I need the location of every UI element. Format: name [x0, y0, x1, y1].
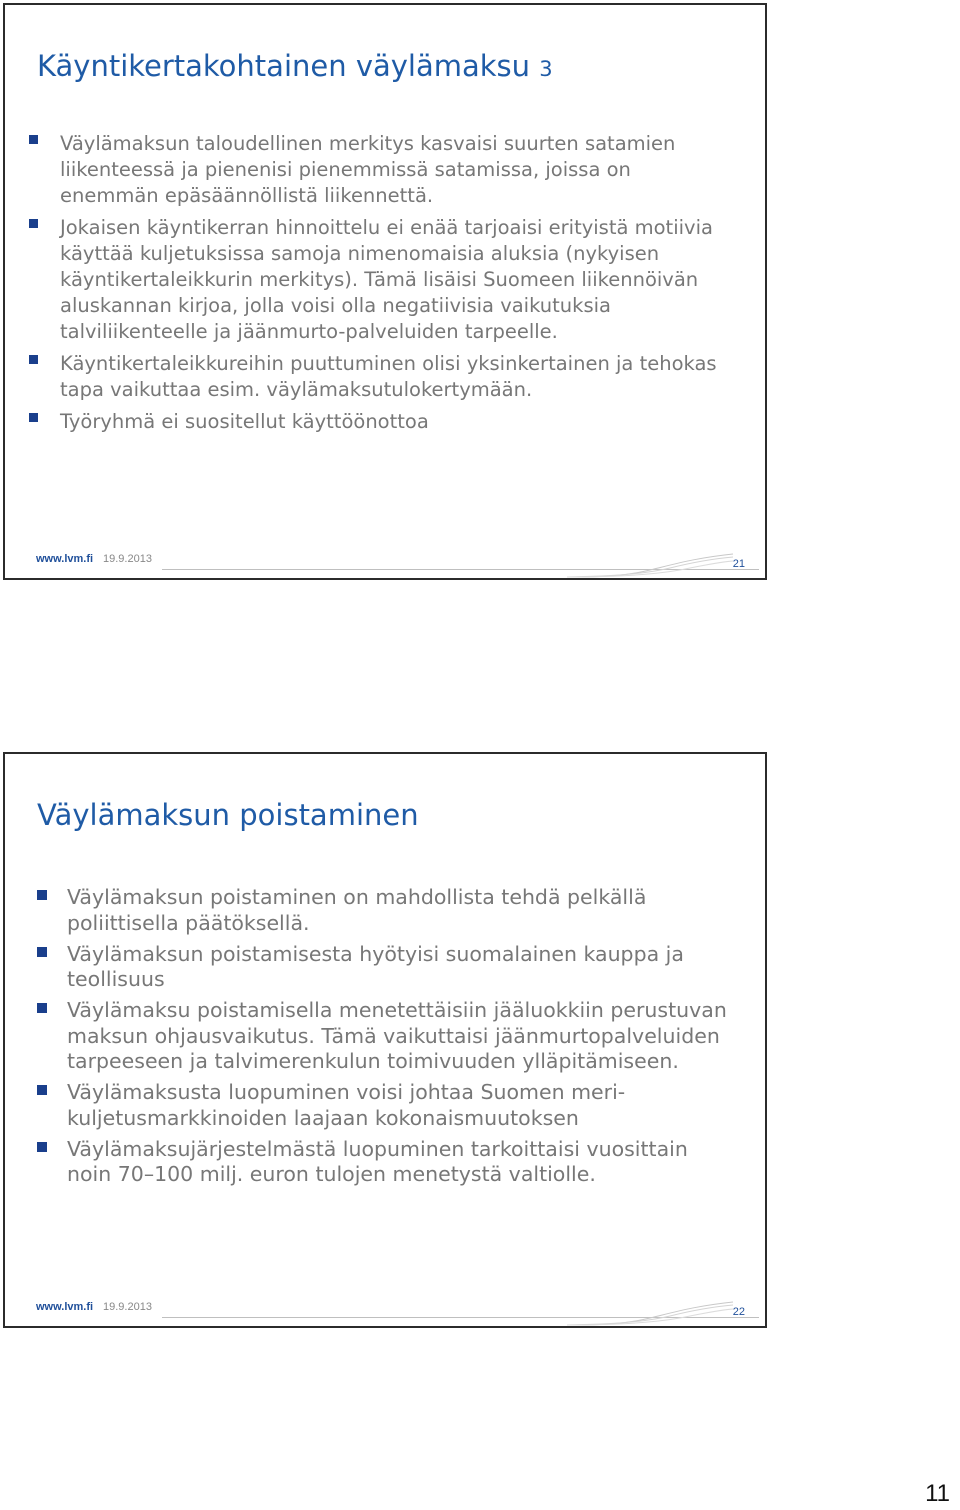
bullet-item: Väylämaksun poistamisesta hyötyisi suomalainen kauppa ja teollisuus: [35, 942, 735, 993]
bullet-item: Työryhmä ei suositellut käyttöönottoa: [27, 409, 717, 435]
square-bullet-icon: [29, 355, 38, 364]
square-bullet-icon: [29, 413, 38, 422]
bullet-item: Väylämaksun poistaminen on mahdollista tehdä pelkällä poliittisella päätöksellä.: [35, 885, 735, 936]
footer-url-link[interactable]: www.lvm.fi: [36, 553, 94, 565]
slide-title: Käyntikertakohtainen väylämaksu 3: [37, 49, 553, 83]
slide-footer: [5, 553, 765, 579]
slide-number: 22: [732, 1306, 745, 1318]
slide-21: [3, 3, 767, 580]
slide-22: [3, 752, 767, 1328]
slide-title: Väylämaksun poistaminen: [37, 798, 419, 832]
bullet-list: [27, 131, 717, 441]
slide-footer: [5, 1301, 765, 1327]
title-number: 3: [539, 57, 553, 81]
footer-date: 19.9.2013: [103, 1301, 152, 1313]
square-bullet-icon: [37, 1142, 47, 1152]
bullet-item: Käyntikertaleikkureihin puuttuminen olisi yksinkertainen ja tehokas tapa vaikuttaa esim. väylämaksutulokertymään.: [27, 351, 717, 403]
square-bullet-icon: [37, 947, 47, 957]
bullet-item: Väylämaksusta luopuminen voisi johtaa Suomen meri-kuljetusmarkkinoiden laajaan kokonaismuutoksen: [35, 1080, 735, 1131]
square-bullet-icon: [37, 1003, 47, 1013]
square-bullet-icon: [29, 135, 38, 144]
bullet-item: Jokaisen käyntikerran hinnoittelu ei enää tarjoaisi erityistä motiivia käyttää kuljetuksissa samoja nimenomaisia aluksia (nykyisen käyntikertaleikkurin merkitys). Tämä lisäisi Suomeen liikennöivän aluskannan kirjoa, jolla voisi olla negatiivisia vaikutuksia talviliikenteelle ja jäänmurto-palveluiden tarpeelle.: [27, 215, 717, 345]
wave-decoration-icon: [565, 552, 735, 578]
bullet-item: Väylämaksu poistamisella menetettäisiin jääluokkiin perustuvan maksun ohjausvaikutus. Tämä vaikuttaisi jäänmurtopalveluiden tarpeeseen ja talvimerenkulun toimivuuden ylläpitämiseen.: [35, 998, 735, 1075]
bullet-item: Väylämaksujärjestelmästä luopuminen tarkoittaisi vuosittain noin 70–100 milj. euron tulojen menetystä valtiolle.: [35, 1137, 735, 1188]
wave-decoration-icon: [565, 1300, 735, 1326]
square-bullet-icon: [37, 1085, 47, 1095]
slide-number: 21: [732, 558, 745, 570]
footer-date: 19.9.2013: [103, 553, 152, 565]
bullet-list: [35, 885, 735, 1193]
footer-url-link[interactable]: www.lvm.fi: [36, 1301, 94, 1313]
square-bullet-icon: [37, 890, 47, 900]
page-number: 11: [925, 1480, 950, 1507]
square-bullet-icon: [29, 219, 38, 228]
bullet-item: Väylämaksun taloudellinen merkitys kasvaisi suurten satamien liikenteessä ja pienenisi pienemmissä satamissa, joissa on enemmän epäsäännöllistä liikennettä.: [27, 131, 717, 209]
